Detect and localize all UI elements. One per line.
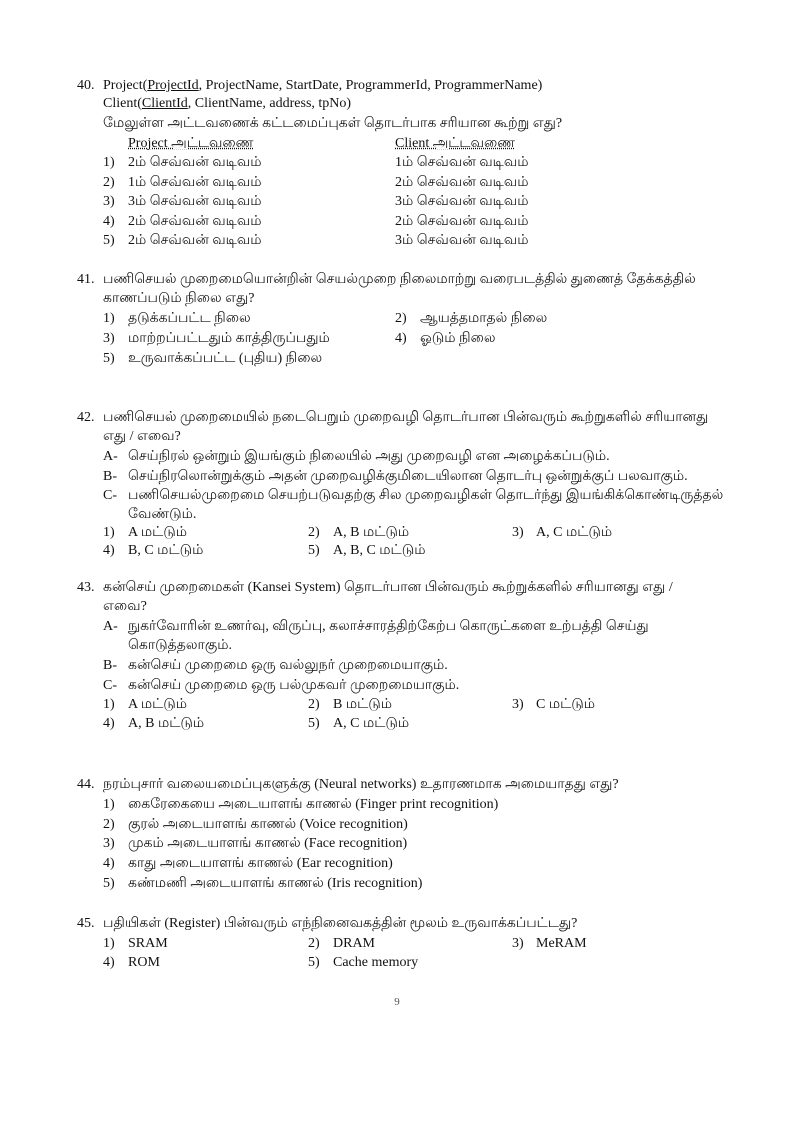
question-number: 44. — [77, 777, 95, 792]
question-text: கன்செய் முறைமைகள் (Kansei System) தொடர்பான பின்வரும் கூற்றுக்களில் சரியானது எது / — [103, 580, 673, 595]
primary-key: ProjectId — [147, 78, 199, 93]
option-number: 2) — [103, 175, 115, 190]
statement-text: கொடுத்தலாகும். — [128, 638, 232, 653]
option-number: 3) — [103, 331, 115, 346]
option-number: 4) — [103, 955, 115, 970]
option-client: 3ம் செவ்வன் வடிவம் — [395, 233, 529, 248]
option-project: 1ம் செவ்வன் வடிவம் — [128, 175, 262, 190]
question-text: பதியிகள் (Register) பின்வரும் எந்நினைவகத்தின் மூலம் உருவாக்கப்பட்டது? — [103, 916, 578, 931]
option-number: 5) — [308, 543, 320, 558]
question-text: பணிசெயல் முறைமையொன்றின் செயல்முறை நிலைமாற்று வரைபடத்தில் துணைத் தேக்கத்தில் — [103, 272, 696, 287]
option-number: 1) — [103, 311, 115, 326]
statement-key: A- — [103, 449, 118, 464]
statement-text: கன்செய் முறைமை ஒரு பல்முகவர் முறைமையாகும். — [128, 678, 460, 693]
primary-key: ClientId — [141, 96, 188, 111]
option-text: மாற்றப்பட்டதும் காத்திருப்பதும் — [128, 331, 330, 346]
option-text: B மட்டும் — [333, 697, 393, 712]
option-number: 2) — [103, 817, 115, 832]
statement-text: செய்நிரலொன்றுக்கும் அதன் முறைவழிக்குமிடையிலான தொடர்பு ஒன்றுக்குப் பலவாகும். — [128, 469, 688, 484]
option-number: 3) — [512, 697, 524, 712]
question-number: 40. — [77, 78, 95, 93]
question-number: 41. — [77, 272, 95, 287]
option-number: 5) — [103, 351, 115, 366]
question-text: மேலுள்ள அட்டவணைக் கட்டமைப்புகள் தொடர்பாக சரியான கூற்று எது? — [103, 116, 563, 131]
option-number: 1) — [103, 697, 115, 712]
option-project: 2ம் செவ்வன் வடிவம் — [128, 214, 262, 229]
option-number: 1) — [103, 936, 115, 951]
question-text: காணப்படும் நிலை எது? — [103, 291, 255, 306]
statement-text: நுகர்வோரின் உணர்வு, விருப்பு, கலாச்சாரத்திற்கேற்ப கொருட்களை உற்பத்தி செய்து — [128, 619, 649, 634]
question-number: 45. — [77, 916, 95, 931]
option-project: 2ம் செவ்வன் வடிவம் — [128, 233, 262, 248]
option-client: 3ம் செவ்வன் வடிவம் — [395, 194, 529, 209]
option-number: 1) — [103, 797, 115, 812]
statement-text: பணிசெயல்முறைமை செயற்படுவதற்கு சில முறைவழிகள் தொடர்ந்து இயங்கிக்கொண்டிருத்தல் — [128, 488, 724, 503]
option-text: B, C மட்டும் — [128, 543, 204, 558]
option-text: A, B மட்டும் — [128, 716, 205, 731]
option-number: 1) — [103, 155, 115, 170]
option-text: ஓடும் நிலை — [420, 331, 496, 346]
option-number: 4) — [103, 543, 115, 558]
option-text: ஆயத்தமாதல் நிலை — [420, 311, 548, 326]
statement-text: வேண்டும். — [128, 507, 197, 522]
statement-key: C- — [103, 678, 117, 693]
question-number: 43. — [77, 580, 95, 595]
statement-key: B- — [103, 469, 117, 484]
option-number: 5) — [308, 716, 320, 731]
option-number: 4) — [395, 331, 407, 346]
option-number: 3) — [103, 194, 115, 209]
option-text: குரல் அடையாளங் காணல் (Voice recognition) — [128, 817, 408, 832]
option-text: தடுக்கப்பட்ட நிலை — [128, 311, 251, 326]
option-number: 3) — [512, 525, 524, 540]
option-text: A, B, C மட்டும் — [333, 543, 426, 558]
option-number: 1) — [103, 525, 115, 540]
option-text: A, B மட்டும் — [333, 525, 410, 540]
option-number: 4) — [103, 214, 115, 229]
option-number: 5) — [103, 233, 115, 248]
project-schema: Project(ProjectId, ProjectName, StartDate, ProgrammerId, ProgrammerName) — [103, 78, 543, 93]
option-text: A, C மட்டும் — [536, 525, 613, 540]
option-number: 2) — [308, 525, 320, 540]
option-number: 4) — [103, 716, 115, 731]
client-schema: Client(ClientId, ClientName, address, tpNo) — [103, 96, 352, 111]
option-text: காது அடையாளங் காணல் (Ear recognition) — [128, 856, 393, 871]
page-number: 9 — [394, 996, 400, 1008]
option-number: 3) — [103, 836, 115, 851]
option-number: 2) — [308, 936, 320, 951]
column-header-client: Client அட்டவணை — [395, 136, 516, 151]
option-text: C மட்டும் — [536, 697, 596, 712]
option-client: 1ம் செவ்வன் வடிவம் — [395, 155, 529, 170]
question-text: எவை? — [103, 599, 147, 614]
option-text: A, C மட்டும் — [333, 716, 410, 731]
option-text: MeRAM — [536, 936, 587, 951]
option-number: 2) — [395, 311, 407, 326]
option-number: 5) — [308, 955, 320, 970]
option-text: DRAM — [333, 936, 376, 951]
statement-text: கன்செய் முறைமை ஒரு வல்லுநர் முறைமையாகும். — [128, 658, 448, 673]
option-project: 3ம் செவ்வன் வடிவம் — [128, 194, 262, 209]
option-project: 2ம் செவ்வன் வடிவம் — [128, 155, 262, 170]
option-number: 2) — [308, 697, 320, 712]
option-text: உருவாக்கப்பட்ட (புதிய) நிலை — [128, 351, 323, 366]
statement-key: A- — [103, 619, 118, 634]
question-number: 42. — [77, 410, 95, 425]
statement-key: B- — [103, 658, 117, 673]
option-number: 5) — [103, 876, 115, 891]
option-text: கண்மணி அடையாளங் காணல் (Iris recognition) — [128, 876, 423, 891]
option-text: கைரேகையை அடையாளங் காணல் (Finger print recognition) — [128, 797, 499, 812]
option-client: 2ம் செவ்வன் வடிவம் — [395, 175, 529, 190]
option-text: முகம் அடையாளங் காணல் (Face recognition) — [128, 836, 408, 851]
question-text: எது / எவை? — [103, 429, 181, 444]
statement-text: செய்நிரல் ஒன்றும் இயங்கும் நிலையில் அது முறைவழி என அழைக்கப்படும். — [128, 449, 610, 464]
option-text: Cache memory — [333, 955, 419, 970]
option-text: ROM — [128, 955, 160, 970]
question-text: பணிசெயல் முறைமையில் நடைபெறும் முறைவழி தொடர்பான பின்வரும் கூற்றுகளில் சரியானது — [103, 410, 709, 425]
option-client: 2ம் செவ்வன் வடிவம் — [395, 214, 529, 229]
option-text: A மட்டும் — [128, 525, 188, 540]
option-number: 3) — [512, 936, 524, 951]
question-text: நரம்புசார் வலையமைப்புகளுக்கு (Neural networks) உதாரணமாக அமையாதது எது? — [103, 777, 619, 792]
option-text: A மட்டும் — [128, 697, 188, 712]
option-number: 4) — [103, 856, 115, 871]
option-text: SRAM — [128, 936, 168, 951]
statement-key: C- — [103, 488, 117, 503]
column-header-project: Project அட்டவணை — [128, 136, 254, 151]
